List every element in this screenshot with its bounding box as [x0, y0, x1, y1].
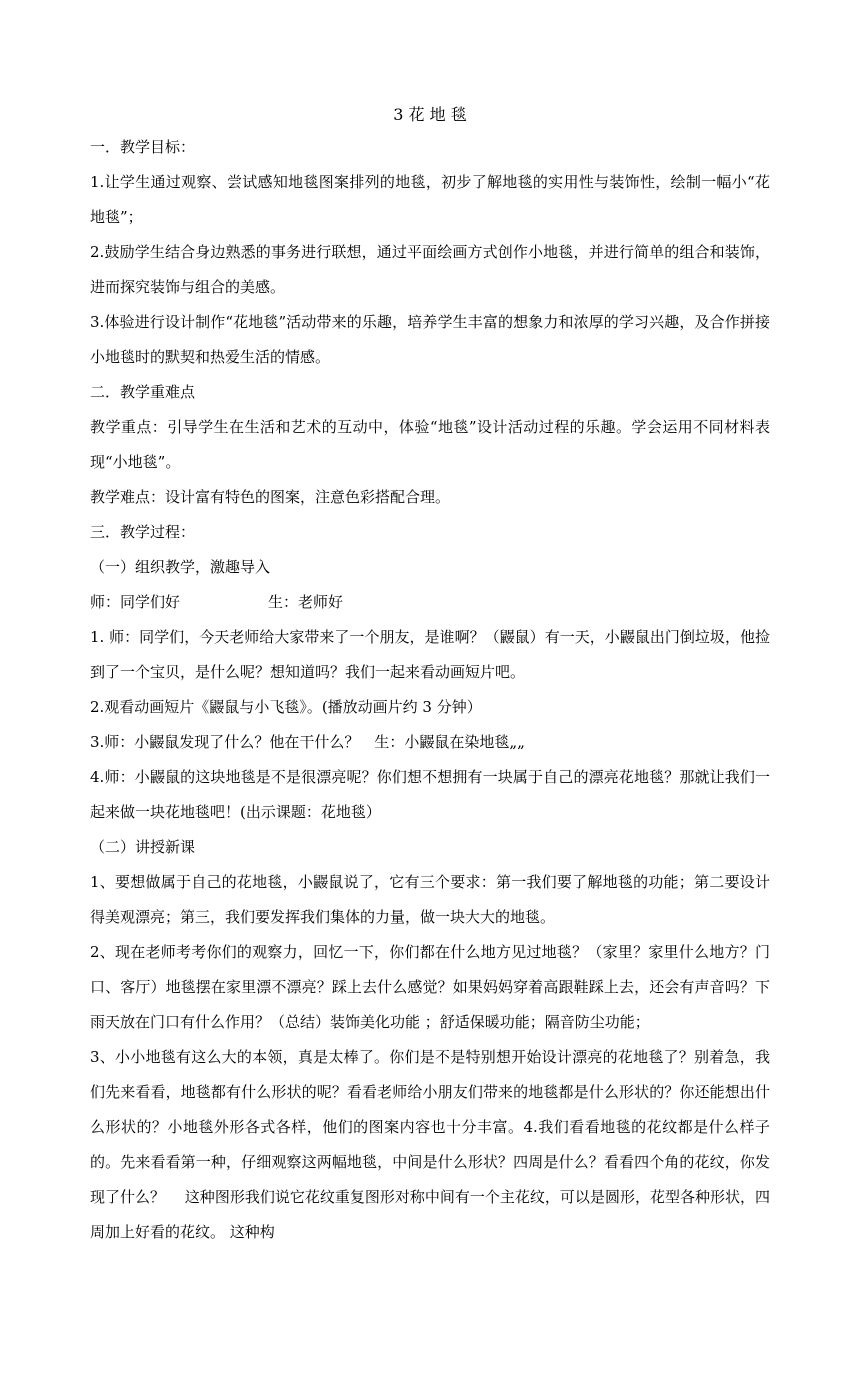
subsection-heading-new-lesson: （二）讲授新课: [90, 838, 196, 856]
process-paragraph-1: 1. 师：同学们，今天老师给大家带来了一个朋友，是谁啊？（鼹鼠）有一天，小鼹鼠出门倒垃圾，他捡到了一个宝贝，是什么呢？想知道吗？我们一起来看动画短片吧。: [90, 628, 770, 681]
key-point-paragraph: 教学重点：引导学生在生活和艺术的互动中，体验“地毯”设计活动过程的乐趣。学会运用不同材料表现“小地毯”。: [90, 418, 770, 471]
process-paragraph-3: 3.师：小鼹鼠发现了什么？他在干什么？ 生：小鼹鼠在染地毯„„: [90, 733, 525, 751]
section-heading-key-points: 二．教学重难点: [90, 383, 196, 401]
section-heading-goals: 一．教学目标：: [90, 138, 196, 156]
process-paragraph-2: 2.观看动画短片《鼹鼠与小飞毯》。(播放动画片约 3 分钟）: [90, 698, 482, 716]
goal-paragraph-3: 3.体验进行设计制作“花地毯”活动带来的乐趣，培养学生丰富的想象力和浓厚的学习兴趣，及合作拼接小地毯时的默契和热爱生活的情感。: [90, 313, 770, 366]
greeting-teacher: 师：同学们好: [90, 593, 181, 611]
greeting-student: 生：老师好: [268, 593, 344, 611]
lesson-paragraph-2: 2、现在老师考考你们的观察力，回忆一下，你们都在什么地方见过地毯？（家里？家里什么地方？门口、客厅）地毯摆在家里漂不漂亮？踩上去什么感觉？如果妈妈穿着高跟鞋踩上去，还会有声音吗？下雨天放在门口有什么作用？（总结）装饰美化功能 ；舒适保暖功能；隔音防尘功能；: [90, 943, 770, 1031]
process-paragraph-4: 4.师：小鼹鼠的这块地毯是不是很漂亮呢？你们想不想拥有一块属于自己的漂亮花地毯？那就让我们一起来做一块花地毯吧！(出示课题：花地毯）: [90, 768, 770, 821]
difficulty-paragraph: 教学难点：设计富有特色的图案，注意色彩搭配合理。: [90, 488, 451, 506]
document-title: 3 花 地 毯: [393, 105, 467, 124]
document-page: [90, 100, 770, 1250]
subsection-heading-intro: （一）组织教学，激趣导入: [90, 558, 271, 576]
goal-paragraph-1: 1.让学生通过观察、尝试感知地毯图案排列的地毯，初步了解地毯的实用性与装饰性，绘制一幅小“花地毯”；: [90, 173, 770, 226]
goal-paragraph-2: 2.鼓励学生结合身边熟悉的事务进行联想，通过平面绘画方式创作小地毯，并进行简单的组合和装饰，进而探究装饰与组合的美感。: [90, 243, 770, 296]
lesson-paragraph-1: 1、要想做属于自己的花地毯，小鼹鼠说了，它有三个要求：第一我们要了解地毯的功能；第二要设计得美观漂亮；第三，我们要发挥我们集体的力量，做一块大大的地毯。: [90, 873, 770, 926]
greeting-line: [90, 585, 770, 620]
lesson-paragraph-3: 3、小小地毯有这么大的本领，真是太棒了。你们是不是特别想开始设计漂亮的花地毯了？别着急，我们先来看看，地毯都有什么形状的呢？看看老师给小朋友们带来的地毯都是什么形状的？你还能想出什么形状的？小地毯外形各式各样，他们的图案内容也十分丰富。4.我们看看地毯的花纹都是什么样子的。先来看看第一种，仔细观察这两幅地毯，中间是什么形状？四周是什么？看看四个角的花纹，你发现了什么？ 这种图形我们说它花纹重复图形对称中间有一个主花纹，可以是圆形，花型各种形状，四周加上好看的花纹。 这种构: [90, 1048, 770, 1241]
section-heading-process: 三．教学过程：: [90, 523, 196, 541]
